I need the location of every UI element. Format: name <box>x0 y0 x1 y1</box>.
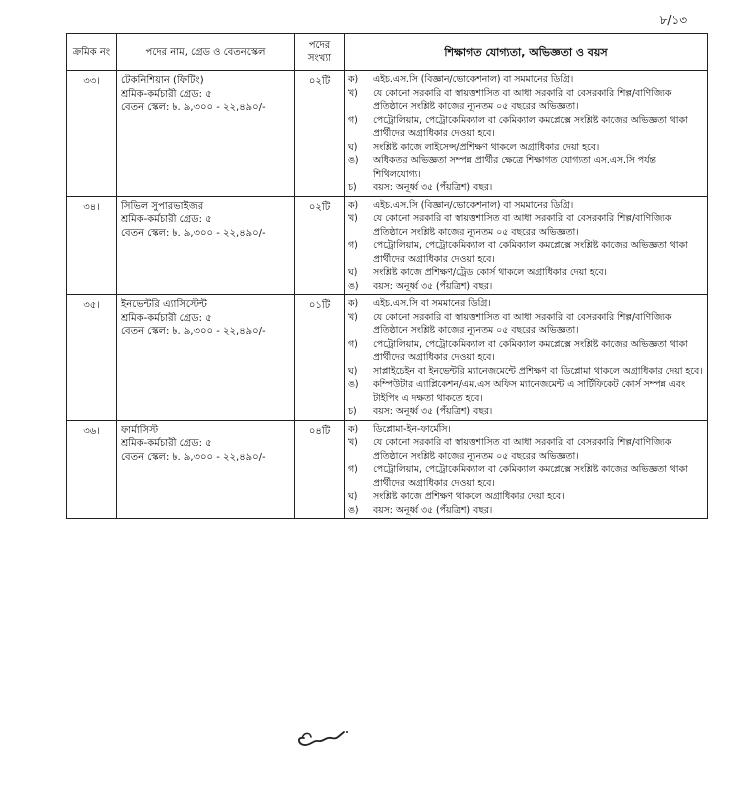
qualification-item <box>348 311 704 338</box>
qualification-item <box>348 266 704 280</box>
qualification-marker: ঘ) <box>348 141 358 153</box>
qualification-marker: ক) <box>348 74 359 85</box>
qualification-cell <box>345 295 708 421</box>
post-count-cell: ০১টি <box>295 295 345 421</box>
header-serial: ক্রমিক নং <box>67 34 117 71</box>
qualification-text: কম্পিউটার এ্যাপ্লিকেশন/এম.এস অফিস ম্যানেজমেন্ট এ সার্টিফিকেট কোর্স সম্পন্ন এবং টাইপিং এ দক্ষতা থাকতে হবে। <box>373 379 685 404</box>
qualification-text: পেট্রোলিয়াম, পেট্রোকেমিক্যাল বা কেমিক্যাল কমপ্লেক্সে সংশ্লিষ্ট কাজের অভিজ্ঞতা থাকা প্রার্থীদের অগ্রাধিকার দেওয়া হবে। <box>373 464 688 489</box>
qualification-item <box>348 114 704 141</box>
qualification-cell <box>345 196 708 295</box>
qualification-text: সংশ্লিষ্ট কাজে প্রশিক্ষণ/ট্রেড কোর্স থাকলে অগ্রাধিকার দেয়া হবে। <box>373 267 607 278</box>
qualification-marker: ঘ) <box>348 491 358 502</box>
header-count: পদের সংখ্যা <box>295 34 345 71</box>
table-row <box>67 420 708 519</box>
post-grade: শ্রমিক-কর্মচারী গ্রেড: ৫ <box>121 88 212 100</box>
qualification-marker: খ) <box>348 87 358 99</box>
qualification-marker: চ) <box>348 406 357 417</box>
qualification-marker: গ) <box>348 240 358 251</box>
post-cell <box>117 196 295 295</box>
qualification-item <box>348 154 704 181</box>
qualification-text: বয়স: অনূর্ধ্ব ৩৫ (পঁয়ত্রিশ) বছর। <box>373 504 493 516</box>
job-table <box>66 33 708 519</box>
qualification-marker: ঙ) <box>348 379 359 390</box>
qualification-item <box>348 365 704 379</box>
qualification-text: অধিকতর অভিজ্ঞতা সম্পন্ন প্রার্থীর ক্ষেত্রে শিক্ষাগত যোগ্যতা এস.এস.সি পর্যন্ত শিথিলযোগ্য। <box>373 155 656 180</box>
qualification-item <box>348 378 704 405</box>
qualification-item <box>348 463 704 490</box>
qualification-item <box>348 239 704 266</box>
qualification-text: যে কোনো সরকারি বা স্বায়ত্তশাসিত বা আধা সরকারি বা বেসরকারি শিল্প/বাণিজ্যিক প্রতিষ্ঠানে সংশ্লিষ্ট কাজের ন্যূনতম ০৫ বছরের অভিজ্ঞতা। <box>373 87 672 112</box>
post-cell <box>117 420 295 519</box>
pay-scale: বেতন স্কেল: ৳. ৯,৩০০ - ২২,৪৯০/- <box>121 326 266 337</box>
serial-cell: ৩৩। <box>67 71 117 197</box>
qualification-text: পেট্রোলিয়াম, পেট্রোকেমিক্যাল বা কেমিক্যাল কমপ্লেক্সে সংশ্লিষ্ট কাজের অভিজ্ঞতা থাকা প্রার্থীদের অগ্রাধিকার দেওয়া হবে। <box>373 338 688 363</box>
page-number: ৮/১৩ <box>659 13 687 27</box>
qualification-text: এইচ.এস.সি বা সমমানের ডিগ্রি। <box>373 298 491 309</box>
qualification-marker: ঙ) <box>348 504 359 516</box>
post-count-cell: ০২টি <box>295 196 345 295</box>
qualification-item <box>348 87 704 114</box>
qualification-marker: গ) <box>348 338 358 350</box>
post-count-cell: ০২টি <box>295 71 345 197</box>
post-name: ইনভেন্টরি এ্যাসিস্টেন্ট <box>121 299 207 310</box>
post-grade: শ্রমিক-কর্মচারী গ্রেড: ৫ <box>121 438 212 449</box>
post-name: ফার্মাসিস্ট <box>121 424 159 436</box>
header-post: পদের নাম, গ্রেড ও বেতনস্কেল <box>117 34 295 71</box>
post-grade: শ্রমিক-কর্মচারী গ্রেড: ৫ <box>121 214 212 225</box>
post-grade: শ্রমিক-কর্মচারী গ্রেড: ৫ <box>121 312 212 324</box>
serial-cell: ৩৫। <box>67 295 117 421</box>
qualification-marker: ঙ) <box>348 155 359 166</box>
qualification-item <box>348 199 704 213</box>
qualification-marker: ক) <box>348 423 359 435</box>
post-name: সিভিল সুপারভাইজর <box>121 200 204 212</box>
qualification-text: সাপ্লাইচেইন বা ইনভেন্টরি ম্যানেজমেন্টে প্রশিক্ষণ বা ডিপ্লোমা থাকলে অগ্রাধিকার দেয়া হবে। <box>373 365 703 377</box>
post-name: টেকনিশিয়ান (ফিটিং) <box>121 75 204 86</box>
qualification-text: বয়স: অনূর্ধ্ব ৩৫ (পঁয়ত্রিশ) বছর। <box>373 182 493 193</box>
qualification-marker: ঘ) <box>348 267 358 278</box>
qualification-item <box>348 280 704 294</box>
qualification-marker: খ) <box>348 213 358 224</box>
pay-scale: বেতন স্কেল: ৳. ৯,৩০০ - ২২,৪৯০/- <box>121 227 266 239</box>
qualification-text: বয়স: অনূর্ধ্ব ৩৫ (পঁয়ত্রিশ) বছর। <box>373 280 493 292</box>
table-row <box>67 196 708 295</box>
qualification-marker: খ) <box>348 311 358 323</box>
qualification-marker: গ) <box>348 114 358 126</box>
qualification-marker: ঘ) <box>348 365 358 377</box>
qualification-marker: গ) <box>348 464 358 475</box>
qualification-marker: খ) <box>348 437 358 448</box>
serial-cell: ৩৬। <box>67 420 117 519</box>
qualification-marker: ক) <box>348 298 359 309</box>
qualification-item <box>348 338 704 365</box>
qualification-item <box>348 141 704 155</box>
qualification-item <box>348 436 704 463</box>
qualification-item <box>348 504 704 518</box>
qualification-marker: ক) <box>348 199 359 211</box>
qualification-item <box>348 297 704 311</box>
qualification-item <box>348 405 704 419</box>
qualification-text: এইচ.এস.সি (বিজ্ঞান/ভোকেশনাল) বা সমমানের ডিগ্রি। <box>373 74 574 85</box>
qualification-marker: চ) <box>348 182 357 193</box>
qualification-item <box>348 212 704 239</box>
qualification-text: পেট্রোলিয়াম, পেট্রোকেমিক্যাল বা কেমিক্যাল কমপ্লেক্সে সংশ্লিষ্ট কাজের অভিজ্ঞতা থাকা প্রার্থীদের অগ্রাধিকার দেওয়া হবে। <box>373 114 688 139</box>
qualification-item <box>348 490 704 504</box>
qualification-text: এইচ.এস.সি (বিজ্ঞান/ভোকেশনাল) বা সমমানের ডিগ্রি। <box>373 199 574 211</box>
qualification-item <box>348 73 704 87</box>
qualification-text: বয়স: অনূর্ধ্ব ৩৫ (পঁয়ত্রিশ) বছর। <box>373 406 493 417</box>
header-qualification: শিক্ষাগত যোগ্যতা, অভিজ্ঞতা ও বয়স <box>345 34 708 71</box>
qualification-marker: ঙ) <box>348 280 359 292</box>
qualification-text: পেট্রোলিয়াম, পেট্রোকেমিক্যাল বা কেমিক্যাল কমপ্লেক্সে সংশ্লিষ্ট কাজের অভিজ্ঞতা থাকা প্রার্থীদের অগ্রাধিকার দেওয়া হবে। <box>373 240 688 265</box>
signature <box>292 720 352 754</box>
qualification-text: যে কোনো সরকারি বা স্বায়ত্তশাসিত বা আধা সরকারি বা বেসরকারি শিল্প/বাণিজ্যিক প্রতিষ্ঠানে সংশ্লিষ্ট কাজের ন্যূনতম ০৫ বছরের অভিজ্ঞতা। <box>373 213 672 238</box>
post-cell <box>117 71 295 197</box>
qualification-text: যে কোনো সরকারি বা স্বায়ত্তশাসিত বা আধা সরকারি বা বেসরকারি শিল্প/বাণিজ্যিক প্রতিষ্ঠানে সংশ্লিষ্ট কাজের ন্যূনতম ০৫ বছরের অভিজ্ঞতা। <box>373 437 672 462</box>
qualification-text: ডিপ্লোমা-ইন-ফার্মেসি। <box>373 423 451 435</box>
qualification-text: সংশ্লিষ্ট কাজে লাইসেন্স/প্রশিক্ষণ থাকলে অগ্রাধিকার দেয়া হবে। <box>373 141 600 153</box>
post-cell <box>117 295 295 421</box>
table-row <box>67 71 708 197</box>
table-header-row <box>67 34 708 71</box>
pay-scale: বেতন স্কেল: ৳. ৯,৩০০ - ২২,৪৯০/- <box>121 451 266 463</box>
qualification-text: যে কোনো সরকারি বা স্বায়ত্তশাসিত বা আধা সরকারি বা বেসরকারি শিল্প/বাণিজ্যিক প্রতিষ্ঠানে সংশ্লিষ্ট কাজের ন্যূনতম ০৫ বছরের অভিজ্ঞতা। <box>373 311 672 336</box>
qualification-item <box>348 423 704 437</box>
pay-scale: বেতন স্কেল: ৳. ৯,৩০০ - ২২,৪৯০/- <box>121 102 266 113</box>
post-count-cell: ০৪টি <box>295 420 345 519</box>
qualification-text: সংশ্লিষ্ট কাজে প্রশিক্ষণ থাকলে অগ্রাধিকার দেয়া হবে। <box>373 491 565 502</box>
table-row <box>67 295 708 421</box>
qualification-cell <box>345 71 708 197</box>
qualification-cell <box>345 420 708 519</box>
qualification-item <box>348 181 704 195</box>
serial-cell: ৩৪। <box>67 196 117 295</box>
